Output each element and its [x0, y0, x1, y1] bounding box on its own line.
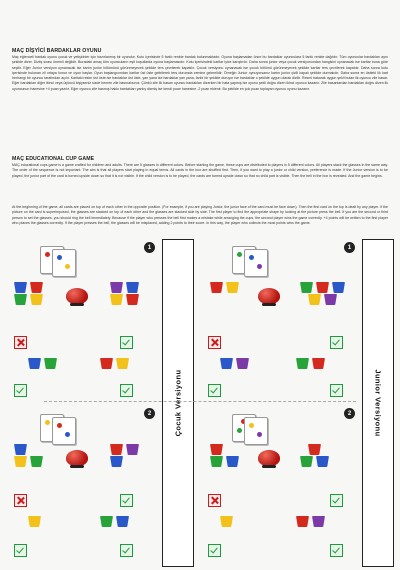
- cup: [210, 282, 223, 293]
- cup: [332, 282, 345, 293]
- cup: [300, 282, 313, 293]
- cup: [296, 516, 309, 527]
- correct-mark-icon: [330, 494, 343, 507]
- divider: [44, 401, 356, 402]
- cup: [312, 358, 325, 369]
- game-card: [52, 417, 76, 445]
- cup: [316, 282, 329, 293]
- cup: [116, 358, 129, 369]
- game-card: [52, 249, 76, 277]
- correct-mark-icon: [120, 544, 133, 557]
- cup: [44, 358, 57, 369]
- cup: [14, 294, 27, 305]
- turkish-heading: MAÇ DİŞYİCİ BARDAKLAR OYUNU: [12, 48, 102, 54]
- correct-mark-icon: [120, 336, 133, 349]
- cup: [116, 516, 129, 527]
- card-stack: [40, 414, 80, 440]
- cup: [28, 516, 41, 527]
- cup: [126, 294, 139, 305]
- turkish-instructions: Maç eğlenceli bardak oyunu çocuk ve yetişkinler için hazırlanmış bir oyundur. Kutu içerisinde 5 farklı renkte bardak bulunmaktadır. Oyuna başlamadan önce bu bardaklar oyunculara 5 farklı renkte dağıtılır. Tüm oyuncular bardakları aynı şekilde dizer. Dizliş sırası önemli değildir. Buradaki amaç tüm oyuncuların eşit koşullarda oyuna başlamasıdır. Kutu içerisindeki kartlar iyice karıştırılır. Daha sonra junior veya çocuk versiyonundan hangisini oynanacak ise kartlar buna göre seçilir. Eğer Junior versiyon oynanacak ise kartın junior bölümünü görünmeyecek şekilde ters çevrilerek kapatılır. Çocuk versiyonu oynanacak ise çocuk bölümü görünmeyecek şekilde kartlar ters çevrilerek kapatılır. Daha sonra kutu içerisinde bulunan zil ortaya konur ve oyun başlar. Oyun başlangıcından kartlar üst üste getirilerek ters durumda zemine gelmelidir. Örneğin Junior oynuyorsanız kartın junior çizili kapalı şekilde durmalıdır. Daha sonra en üstteki ilk kart herhangi bir oyuncu tarafından açılır. Kartlaki resim üst üste ise bardaklar üst üste, yan yana ise bardaklar yan yana, farklı bir şekilde duruyor ise bardaklar o şekilde uygun olarak dizilir. Resmi bakarak uygun şekli bulan ilk oyuncu zile basar. Eğer bardakları diğer ikinci veya üçüncü kişiyseniz sizde hemen zile basmalısınız. Çünkü zile ilk basan oyuncu bardakları dizerken bir hata yapmış ise oyunu şekli doğru dizen ikinci oyuncu kazanır. Zile basanlardan bardakları doğru dizen ilk oyuncunun hanesine +4 puan yazılır. Eğer oyuncu zile basmış hakkı bardakları yanlış dizmiş ise kendi puan hanesine -2 puan eklenir. Bu şekilde en çok puan toplayan oyuncu oyunu kazanır.: [12, 55, 388, 91]
- english-intro: MAÇ educational cups game is a game crafted for children and adults. There are 5 glasses in different colors. Before starting the game, these cups are distributed to players in 5 different colors. All players stack the glasses in the same way. The order of the sequence is not important. The aim is that all players start playing in equal terms. All cards in the box are shuffled first. Then, if you want to play a junior or child version, preference is made. If the Junior version is to be played, the junior part of the card is turned upside down so that it is not visible. If the child version is to be played, the cards are turned upside down so that no child part is visible. Then the bell in the box is revealed. And the game begins.: [12, 163, 388, 178]
- wrong-mark-icon: [208, 336, 221, 349]
- cup: [14, 456, 27, 467]
- cup: [14, 282, 27, 293]
- cup: [30, 294, 43, 305]
- bell: [258, 288, 280, 304]
- cup: [210, 444, 223, 455]
- cup: [220, 516, 233, 527]
- card-stack: [232, 246, 272, 272]
- correct-mark-icon: [330, 336, 343, 349]
- step-badge: 2: [344, 408, 355, 419]
- cup: [126, 444, 139, 455]
- wrong-mark-icon: [208, 494, 221, 507]
- correct-mark-icon: [14, 544, 27, 557]
- cup: [100, 516, 113, 527]
- child-version-band: [162, 239, 194, 567]
- cup: [296, 358, 309, 369]
- cup: [226, 456, 239, 467]
- cup: [308, 294, 321, 305]
- correct-mark-icon: [120, 384, 133, 397]
- game-card: [244, 249, 268, 277]
- cup: [100, 358, 113, 369]
- game-card: [244, 417, 268, 445]
- cup: [30, 282, 43, 293]
- cup: [220, 358, 233, 369]
- cup: [226, 282, 239, 293]
- correct-mark-icon: [208, 544, 221, 557]
- english-heading: MAÇ EDUCATIONAL CUP GAME: [12, 156, 95, 162]
- cup: [316, 456, 329, 467]
- wrong-mark-icon: [14, 336, 27, 349]
- wrong-mark-icon: [14, 494, 27, 507]
- cup: [110, 294, 123, 305]
- bell: [66, 450, 88, 466]
- card-stack: [232, 414, 272, 440]
- cup: [126, 282, 139, 293]
- correct-mark-icon: [330, 384, 343, 397]
- cup: [30, 456, 43, 467]
- cup: [14, 444, 27, 455]
- correct-mark-icon: [120, 494, 133, 507]
- correct-mark-icon: [330, 544, 343, 557]
- junior-version-label: Junior Versiyonu: [373, 369, 383, 437]
- step-badge: 1: [344, 242, 355, 253]
- illustration-area: [0, 236, 400, 570]
- correct-mark-icon: [14, 384, 27, 397]
- english-rules: At the beginning of the game, all cards are placed on top of each other in the opposite position. (For example, if you are playing Junior, the junior face of the card must be face down). Then the first card on the top is dealt by any player. If the picture on the card is superimposed, the glasses are stacked on top of each other and the glasses are stacked side by side. The first player to find the appropriate shape by looking at the picture press the bell. If you are the second or third person to set the glasses, you should ring the bell immediately. Because if the player who presses the bell first makes a mistake while arranging the cups, the second player wins the game correctly. +4 points will be written to the first player who places the glasses correctly. If the player presses the bell, the glasses will be misplaced, adding 2 points to their score. In this way, the player who collects the most points wins the game.: [12, 205, 388, 225]
- cup: [300, 456, 313, 467]
- correct-mark-icon: [208, 384, 221, 397]
- cup: [110, 282, 123, 293]
- cup: [110, 444, 123, 455]
- cup: [210, 456, 223, 467]
- cup: [110, 456, 123, 467]
- junior-version-band: [362, 239, 394, 567]
- card-stack: [40, 246, 80, 272]
- bell: [66, 288, 88, 304]
- cup: [28, 358, 41, 369]
- bell: [258, 450, 280, 466]
- cup: [324, 294, 337, 305]
- child-version-label: Çocuk Versiyonu: [173, 369, 183, 437]
- cup: [308, 444, 321, 455]
- step-badge: 1: [144, 242, 155, 253]
- cup: [312, 516, 325, 527]
- step-badge: 2: [144, 408, 155, 419]
- cup: [236, 358, 249, 369]
